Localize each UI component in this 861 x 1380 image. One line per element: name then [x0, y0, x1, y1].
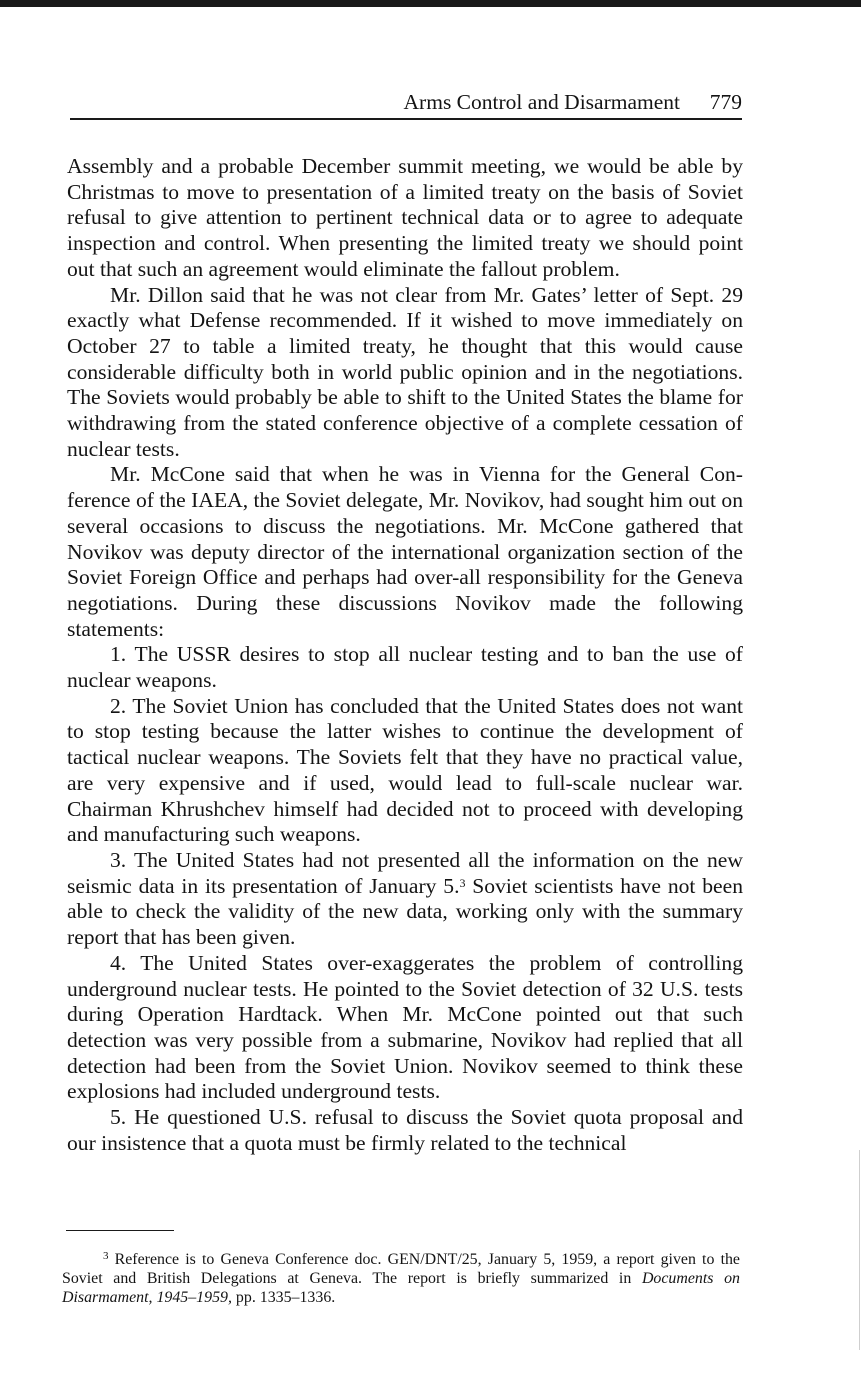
footnote-text-a: Reference is to Geneva Conference doc. GEN/DNT/25, January 5, 1959, a report given to the Soviet and British Delegations at Geneva. The report is briefly summarized in: [62, 1251, 740, 1287]
header-title: Arms Control and Disarmament: [403, 90, 680, 114]
footnote-marker: 3: [103, 1250, 109, 1262]
list-item-4: 4. The United States over-exaggerates the problem of controlling underground nuclear tests. He pointed to the Soviet detection of 32 U.S. tests during Operation Hardtack. When Mr. McCone pointed out that such detection was very possible from a submarine, Novikov had replied that all detection had been from the Soviet Union. Novikov seemed to think these explosions had included underground tests.: [67, 950, 743, 1104]
list-item-2: 2. The Soviet Union has concluded that the United States does not want to stop testing because the latter wishes to continue the development of tactical nuclear weapons. The Soviets felt that they have no practical value, are very expensive and if used, would lead to full-scale nuclear war. Chairman Khrushchev himself had decided not to proceed with developing and manufacturing such weapons.: [67, 693, 743, 847]
page-right-edge: [859, 1150, 860, 1350]
list-item-3-text-b: Soviet scientists have not been able to check the validity of the new data, working only with the summary report that has been given.: [67, 873, 743, 950]
list-item-1: 1. The USSR desires to stop all nuclear testing and to ban the use of nuclear weapons.: [67, 642, 743, 693]
footnote-text: [62, 1250, 740, 1307]
list-item-3-text-a: 3. The United States had not presented all the information on the new seismic data in its presentation of January 5.: [67, 847, 743, 898]
list-item-5: 5. He questioned U.S. refusal to discuss the Soviet quota proposal and our insistence that a quota must be firmly related to the technical: [67, 1105, 743, 1155]
paragraph-2: Mr. Dillon said that he was not clear from Mr. Gates’ letter of Sept. 29 exactly what Defense recommended. If it wished to move immediately on October 27 to table a limited treaty, he thought that this would cause considerable difficulty both in world public opinion and in the negotiations. The Soviets would probably be able to shift to the United States the blame for withdrawing from the stated conference objective of a complete cessation of nuclear tests.: [67, 282, 743, 461]
body-text: [67, 154, 743, 1156]
paragraph-3: Mr. McCone said that when he was in Vienna for the General Conference of the IAEA, the Soviet delegate, Mr. Novikov, had sought him out on several occasions to discuss the negotiations. Mr. McCone gathered that Novikov was deputy director of the international organization section of the Soviet Foreign Office and perhaps had over-all responsibility for the Geneva negotiations. During these discussions Novikov made the following statements:: [67, 462, 743, 641]
running-header: [70, 86, 742, 120]
footnote-text-b: pp. 1335–1336.: [231, 1289, 336, 1306]
list-item-3: [67, 848, 743, 951]
footnote-cited-title: Documents on Disarmament, 1945–1959,: [62, 1270, 740, 1306]
page-top-edge: [0, 0, 861, 7]
footnote-divider: [66, 1230, 174, 1231]
footnote-reference: 3: [459, 875, 466, 890]
paragraph-1: Assembly and a probable December summit meeting, we would be able by Christmas to move to presentation of a limited treaty on the basis of Soviet refusal to give attention to pertinent technical data or to agree to adequate inspection and control. When presenting the limited treaty we should point out that such an agreement would eliminate the fallout problem.: [67, 154, 743, 281]
page-number: 779: [709, 90, 742, 114]
footnote: [62, 1250, 740, 1307]
